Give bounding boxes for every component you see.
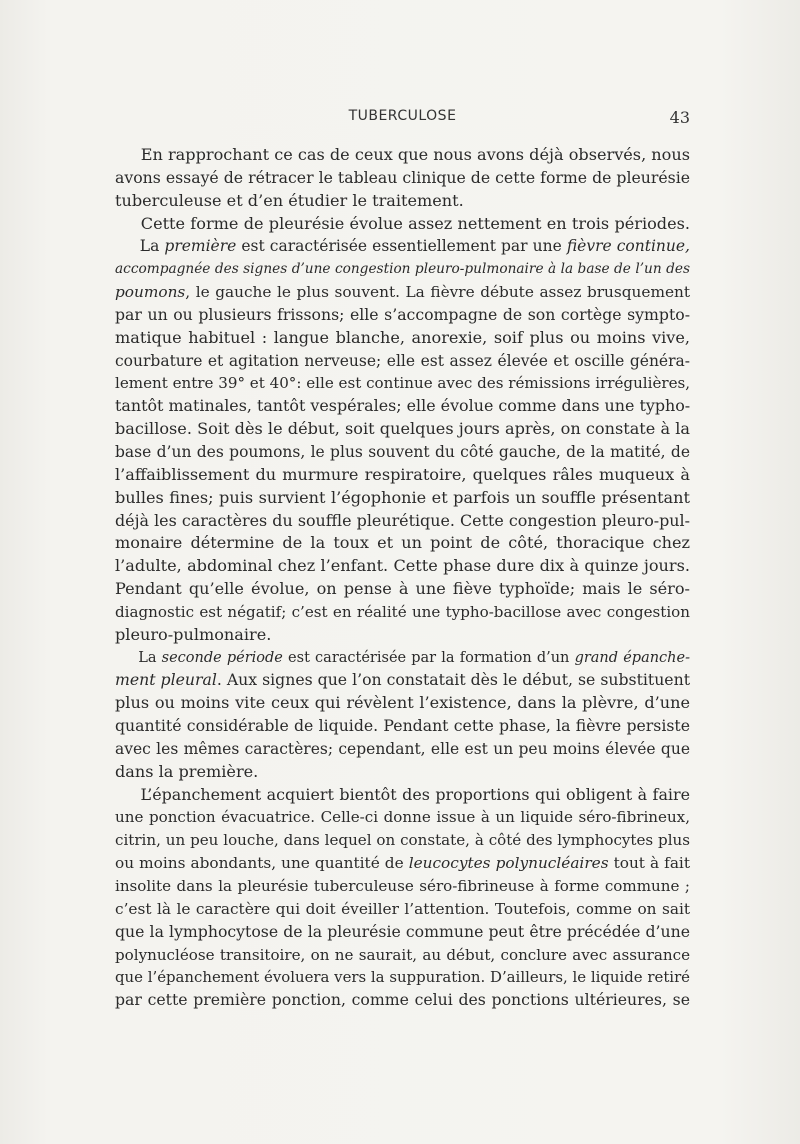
text-line: bacillose. Soit dès le début, soit quelques jours après, on constate à la (115, 419, 690, 439)
text-line: ou moins abondants, une quantité de leucocytes polynucléaires tout à fait (115, 854, 690, 873)
page-header (115, 108, 690, 130)
text-line: La seconde période est caractérisée par la formation d’un grand épanche- (138, 649, 690, 666)
text-line: citrin, un peu louche, dans lequel on constate, à côté des lymphocytes plus (115, 831, 690, 850)
text-line: courbature et agitation nerveuse; elle est assez élevée et oscille généra- (115, 351, 690, 370)
page-number: 43 (669, 108, 690, 127)
text-line: par un ou plusieurs frissons; elle s’accompagne de son cortège sympto- (115, 304, 690, 324)
text-line: l’adulte, abdominal chez l’enfant. Cette phase dure dix à quinze jours. (115, 556, 690, 576)
text-line: ment pleural. Aux signes que l’on constatait dès le début, se substituent (115, 670, 690, 690)
running-title: TUBERCULOSE (348, 108, 457, 124)
text-line: pleuro-pulmonaire. (115, 624, 272, 644)
text-line: Cette forme de pleurésie évolue assez nettement en trois périodes. (140, 213, 690, 233)
text-line: que la lymphocytose de la pleurésie commune peut être précédée d’une (115, 921, 690, 941)
text-line: poumons, le gauche le plus souvent. La fièvre débute assez brusquement (115, 283, 690, 302)
text-line: avec les mêmes caractères; cependant, elle est un peu moins élevée que (115, 739, 690, 758)
text-line: accompagnée des signes d’une congestion pleuro-pulmonaire à la base de l’un des (115, 261, 690, 278)
text-line: plus ou moins vite ceux qui révèlent l’existence, dans la plèvre, d’une (115, 693, 690, 713)
text-line: dans la première. (115, 761, 259, 781)
text-line: L’épanchement acquiert bientôt des proportions qui obligent à faire (140, 784, 690, 804)
body-text (115, 144, 690, 1012)
text-line: bulles fines; puis survient l’égophonie et parfois un souffle présentant (115, 487, 690, 507)
text-line: matique habituel : langue blanche, anorexie, soif plus ou moins vive, (115, 327, 690, 347)
text-line: avons essayé de rétracer le tableau clinique de cette forme de pleurésie (115, 167, 690, 187)
text-line: diagnostic est négatif; c’est en réalité une typho-bacillose avec congestion (115, 602, 690, 621)
text-line: une ponction évacuatrice. Celle-ci donne issue à un liquide séro-fibrineux, (115, 808, 690, 827)
text-line: que l’épanchement évoluera vers la suppuration. D’ailleurs, le liquide retiré (115, 968, 690, 987)
text-line: l’affaiblissement du murmure respiratoire, quelques râles muqueux à (115, 464, 690, 484)
text-line: monaire détermine de la toux et un point de côté, thoracique chez (115, 533, 690, 553)
text-line: base d’un des poumons, le plus souvent du côté gauche, de la matité, de (115, 442, 690, 461)
text-line: déjà les caractères du souffle pleurétique. Cette congestion pleuro-pul- (115, 510, 690, 530)
text-line: quantité considérable de liquide. Pendant cette phase, la fièvre persiste (115, 716, 690, 736)
text-line: Pendant qu’elle évolue, on pense à une fiève typhoïde; mais le séro- (115, 579, 690, 599)
text-line: insolite dans la pleurésie tuberculeuse séro-fibrineuse à forme commune ; (115, 877, 690, 895)
text-line: tantôt matinales, tantôt vespérales; elle évolue comme dans une typho- (115, 396, 691, 416)
text-line: En rapprochant ce cas de ceux que nous avons déjà observés, nous (140, 145, 690, 164)
text-line: c’est là le caractère qui doit éveiller l’attention. Toutefois, comme on sait (115, 899, 690, 918)
text-line: La première est caractérisée essentiellement par une fièvre continue, (139, 237, 690, 256)
text-line: polynucléose transitoire, on ne saurait, au début, conclure avec assurance (115, 945, 690, 964)
text-line: tuberculeuse et d’en étudier le traitement. (115, 190, 464, 210)
text-line: par cette première ponction, comme celui des ponctions ultérieures, se (115, 990, 690, 1010)
text-line: lement entre 39° et 40°: elle est continue avec des rémissions irrégulières, (115, 374, 691, 393)
